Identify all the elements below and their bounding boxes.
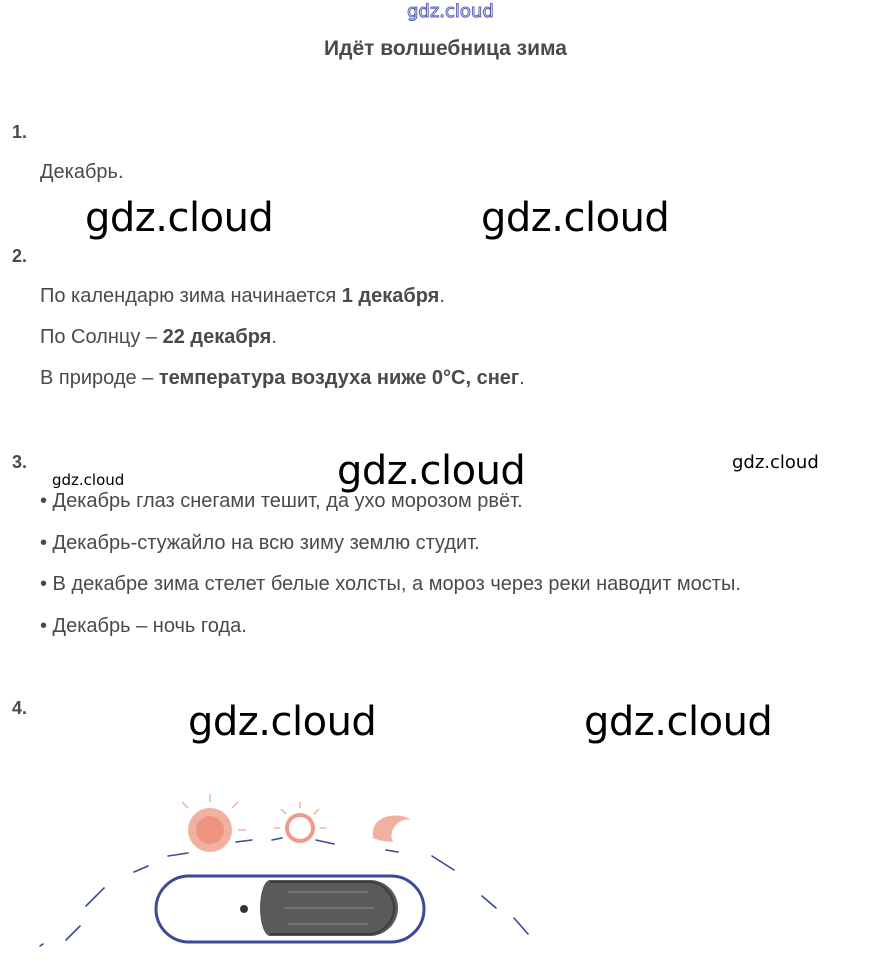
sun-icon <box>274 802 326 841</box>
watermark: gdz.cloud <box>52 471 125 489</box>
proverb-item: • В декабре зима стелет белые холсты, а мороз через реки наводит мосты. <box>40 573 741 595</box>
question-2-line-2: По Солнцу – 22 декабря. <box>40 326 277 348</box>
winter-day-drawing <box>38 780 538 960</box>
watermark: gdz.cloud <box>188 699 377 745</box>
question-1-number: 1. <box>12 122 28 142</box>
sun-icon <box>373 816 411 843</box>
watermark: gdz.cloud <box>584 699 773 745</box>
question-2-line-3: В природе – температура воздуха ниже 0°С, снег. <box>40 367 525 389</box>
question-2-number: 2. <box>12 246 28 266</box>
watermark: gdz.cloud <box>732 452 819 473</box>
question-1-answer: Декабрь. <box>40 161 124 183</box>
sun-icon <box>182 794 246 852</box>
watermark: gdz.cloud <box>481 195 670 241</box>
watermark: gdz.cloud <box>85 195 274 241</box>
proverb-item: • Декабрь-стужайло на всю зиму землю студит. <box>40 532 480 554</box>
page-title: Идёт волшебница зима <box>324 37 567 60</box>
question-4-number: 4. <box>12 698 28 718</box>
watermark: gdz.cloud <box>337 448 526 494</box>
top-watermark: gdz.cloud <box>407 1 494 22</box>
question-2-line-1: По календарю зима начинается 1 декабря. <box>40 285 445 307</box>
proverb-item: • Декабрь глаз снегами тешит, да ухо морозом рвёт. <box>40 490 523 512</box>
proverb-item: • Декабрь – ночь года. <box>40 615 247 637</box>
question-3-number: 3. <box>12 452 28 472</box>
